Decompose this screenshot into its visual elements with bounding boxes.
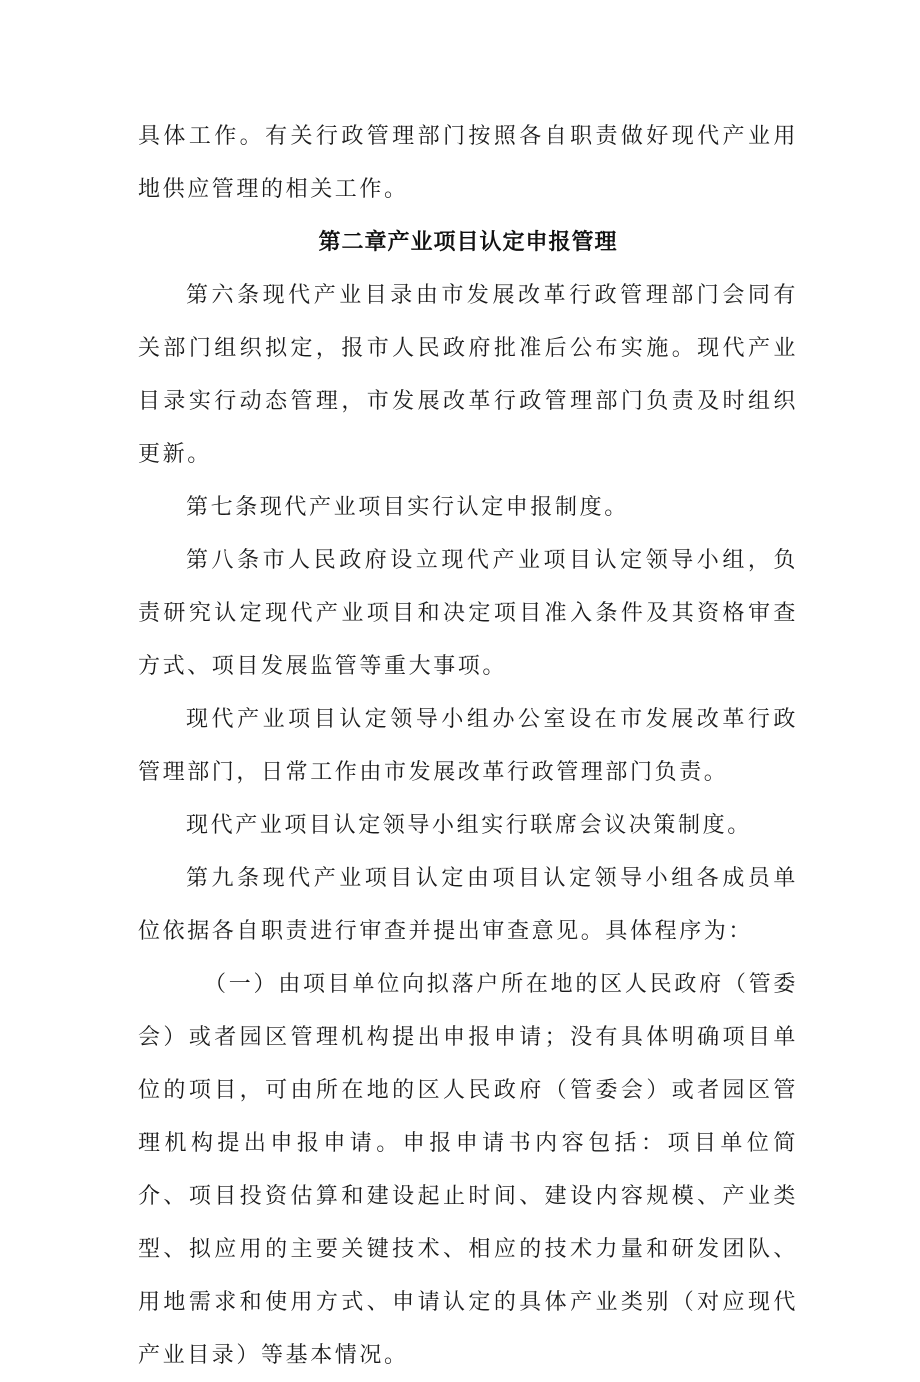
article-9-item-1-paragraph: （一）由项目单位向拟落户所在地的区人民政府（管委会）或者园区管理机构提出申报申请；没有具体明确项目单位的项目，可由所在地的区人民政府（管委会）或者园区管理机构提出申报申请。申报申请书内容包括：项目单位简介、项目投资估算和建设起止时间、建设内容规模、产业类型、拟应用的主要关键技术、相应的技术力量和研发团队、用地需求和使用方式、申请认定的具体产业类别（对应现代产业目录）等基本情况。 xyxy=(138,972,798,1368)
article-7-paragraph: 第七条现代产业项目实行认定申报制度。 xyxy=(186,495,629,520)
article-6-paragraph: 第六条现代产业目录由市发展改革行政管理部门会同有关部门组织拟定，报市人民政府批准后公布实施。现代产业目录实行动态管理，市发展改革行政管理部门负责及时组织更新。 xyxy=(138,283,798,467)
document-body xyxy=(138,110,798,1382)
article-8-meeting-paragraph: 现代产业项目认定领导小组实行联席会议决策制度。 xyxy=(186,813,752,838)
article-9-paragraph: 第九条现代产业项目认定由项目认定领导小组各成员单位依据各自职责进行审查并提出审查意见。具体程序为： xyxy=(138,866,798,944)
article-8-paragraph: 第八条市人民政府设立现代产业项目认定领导小组，负责研究认定现代产业项目和决定项目准入条件及其资格审查方式、项目发展监管等重大事项。 xyxy=(138,548,798,679)
article-8-office-paragraph: 现代产业项目认定领导小组办公室设在市发展改革行政管理部门，日常工作由市发展改革行政管理部门负责。 xyxy=(138,707,798,785)
chapter-heading: 第二章产业项目认定申报管理 xyxy=(318,230,618,255)
paragraph-continuation: 具体工作。有关行政管理部门按照各自职责做好现代产业用地供应管理的相关工作。 xyxy=(138,124,798,202)
